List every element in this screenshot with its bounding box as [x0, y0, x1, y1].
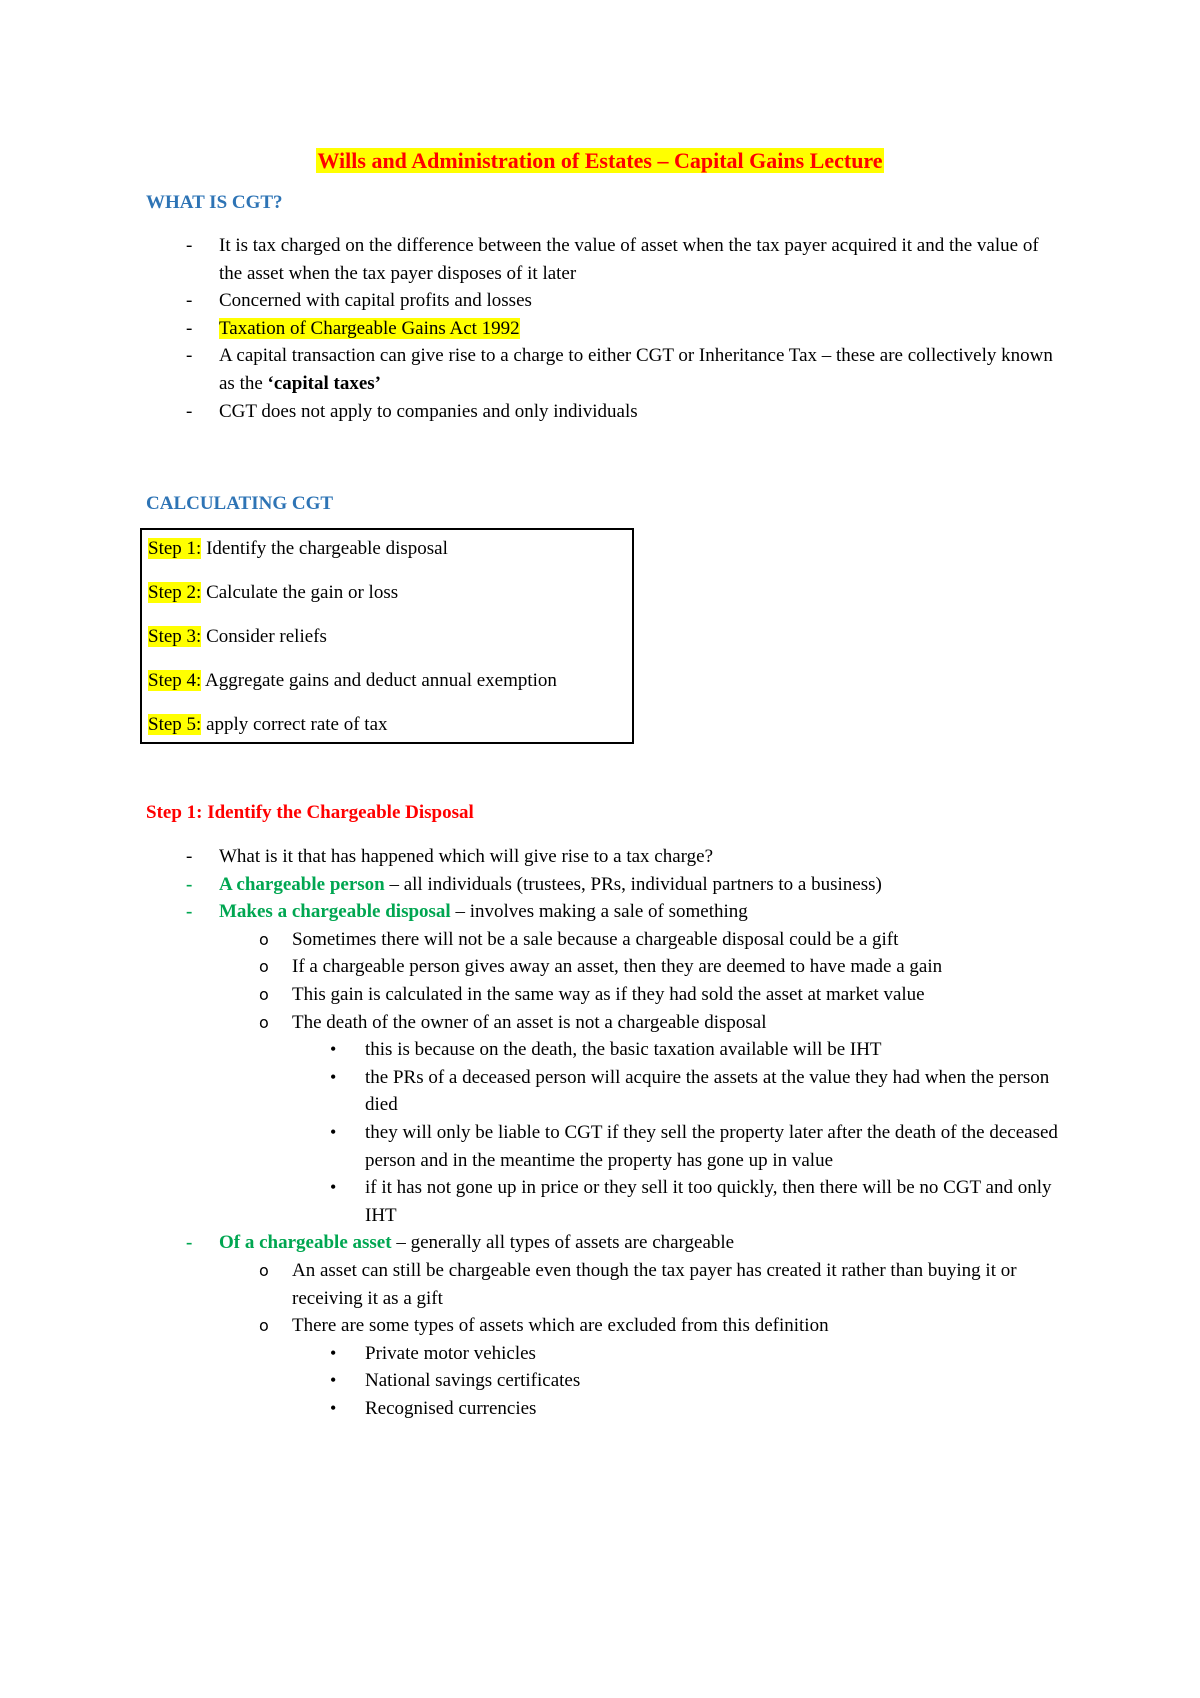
list-item-text: If a chargeable person gives away an asset, then they are deemed to have made a gain: [292, 956, 943, 978]
circle-marker: o: [259, 957, 269, 977]
step-row: [148, 624, 327, 650]
list-item-text: This gain is calculated in the same way as if they had sold the asset at market value: [292, 983, 925, 1005]
step-text: Consider reliefs: [201, 626, 327, 647]
document-title-text: Wills and Administration of Estates – Capital Gains Lecture: [317, 148, 883, 173]
list-item: [0, 871, 1200, 899]
bullet-marker: •: [330, 1177, 337, 1198]
list-item-text: CGT does not apply to companies and only individuals: [219, 400, 638, 422]
bullet-marker: •: [330, 1039, 337, 1060]
list-item: [0, 843, 1200, 871]
list-item-text: There are some types of assets which are excluded from this definition: [292, 1315, 829, 1337]
list-item: [0, 398, 1200, 426]
list-item-text: if it has not gone up in price or they sell it too quickly, then there will be no CGT and only IHT: [365, 1177, 1052, 1226]
circle-marker: o: [259, 1316, 269, 1336]
step-text: apply correct rate of tax: [201, 714, 388, 735]
dash-marker: -: [186, 901, 193, 923]
list-item-text: – involves making a sale of something: [450, 901, 748, 923]
step-text: Calculate the gain or loss: [201, 582, 399, 603]
dash-marker: -: [186, 290, 193, 312]
list-item-text: – all individuals (trustees, PRs, individual partners to a business): [384, 873, 882, 895]
list-item: [0, 1312, 1200, 1340]
list-item: [0, 287, 1200, 315]
step-label: Step 2:: [148, 582, 202, 603]
step-row: [148, 668, 557, 694]
list-item: [0, 1064, 1200, 1119]
step-1-list: [0, 843, 1200, 1422]
list-item: [0, 1119, 1200, 1174]
chargeable-asset-term: Of a chargeable asset: [219, 1232, 392, 1254]
chargeable-disposal-term: Makes a chargeable disposal: [219, 901, 451, 923]
capital-taxes-term: ‘capital taxes’: [267, 372, 381, 394]
highlighted-act-text: Taxation of Chargeable Gains Act 1992: [219, 317, 520, 339]
list-item: [0, 232, 1200, 287]
section-heading-calculating-cgt: CALCULATING CGT: [146, 493, 334, 514]
section-heading-what-is-cgt: WHAT IS CGT?: [146, 192, 283, 213]
list-item-text: they will only be liable to CGT if they sell the property later after the death of the deceased person and in the meantime the property has gone up in value: [365, 1121, 1058, 1171]
step-label: Step 1:: [148, 538, 202, 559]
step-text: Aggregate gains and deduct annual exemption: [201, 670, 557, 691]
bullet-marker: •: [330, 1397, 337, 1418]
list-item: [0, 342, 1200, 397]
list-item: [0, 1174, 1200, 1229]
list-item: [0, 315, 1200, 343]
list-item: [0, 898, 1200, 926]
circle-marker: o: [259, 929, 269, 949]
list-item: [0, 1036, 1200, 1064]
dash-marker: -: [186, 873, 193, 895]
bullet-marker: •: [330, 1370, 337, 1391]
what-is-cgt-list: [0, 232, 1200, 425]
bullet-marker: •: [330, 1121, 337, 1142]
list-item: [0, 926, 1200, 954]
step-row: [148, 580, 398, 606]
list-item: [0, 1229, 1200, 1257]
list-item-text: A capital transaction can give rise to a charge to either CGT or Inheritance Tax – these are collectively known as the: [219, 345, 1053, 394]
dash-marker: -: [186, 317, 193, 339]
list-item-text: Recognised currencies: [365, 1397, 537, 1419]
circle-marker: o: [259, 1012, 269, 1032]
list-item-text: Concerned with capital profits and losses: [219, 290, 532, 312]
list-item: [0, 1257, 1200, 1312]
step-label: Step 3:: [148, 626, 202, 647]
list-item-text: Private motor vehicles: [365, 1342, 536, 1364]
chargeable-person-term: A chargeable person: [219, 873, 385, 895]
circle-marker: o: [259, 1260, 269, 1280]
list-item-text: the PRs of a deceased person will acquire the assets at the value they had when the person died: [365, 1066, 1050, 1116]
circle-marker: o: [259, 984, 269, 1004]
list-item: [0, 1009, 1200, 1037]
list-item-text: What is it that has happened which will give rise to a tax charge?: [219, 846, 714, 867]
dash-marker: -: [186, 1232, 193, 1254]
list-item-text: this is because on the death, the basic taxation available will be IHT: [365, 1039, 882, 1061]
step-label: Step 4:: [148, 670, 202, 691]
list-item: [0, 1340, 1200, 1368]
list-item-text: – generally all types of assets are chargeable: [391, 1232, 735, 1254]
list-item-text: The death of the owner of an asset is not a chargeable disposal: [292, 1011, 767, 1033]
dash-marker: -: [186, 345, 193, 367]
document-title: [0, 146, 1200, 176]
steps-box: [140, 528, 634, 744]
list-item-text: It is tax charged on the difference between the value of asset when the tax payer acquired it and the value of the asset when the tax payer disposes of it later: [219, 235, 1039, 284]
section-heading-step-1: Step 1: Identify the Chargeable Disposal: [146, 802, 474, 823]
dash-marker: -: [186, 400, 193, 422]
bullet-marker: •: [330, 1342, 337, 1363]
list-item-text: Sometimes there will not be a sale because a chargeable disposal could be a gift: [292, 928, 899, 950]
step-text: Identify the chargeable disposal: [201, 538, 448, 559]
list-item: [0, 1395, 1200, 1423]
dash-marker: -: [186, 235, 193, 256]
list-item: [0, 1367, 1200, 1395]
step-row: [148, 712, 388, 738]
list-item-text: National savings certificates: [365, 1370, 581, 1392]
list-item: [0, 981, 1200, 1009]
bullet-marker: •: [330, 1066, 337, 1087]
step-label: Step 5:: [148, 714, 202, 735]
step-row: [148, 536, 448, 562]
dash-marker: -: [186, 846, 193, 867]
list-item-text: An asset can still be chargeable even though the tax payer has created it rather than buying it or receiving it as a gift: [292, 1259, 1017, 1309]
list-item: [0, 953, 1200, 981]
